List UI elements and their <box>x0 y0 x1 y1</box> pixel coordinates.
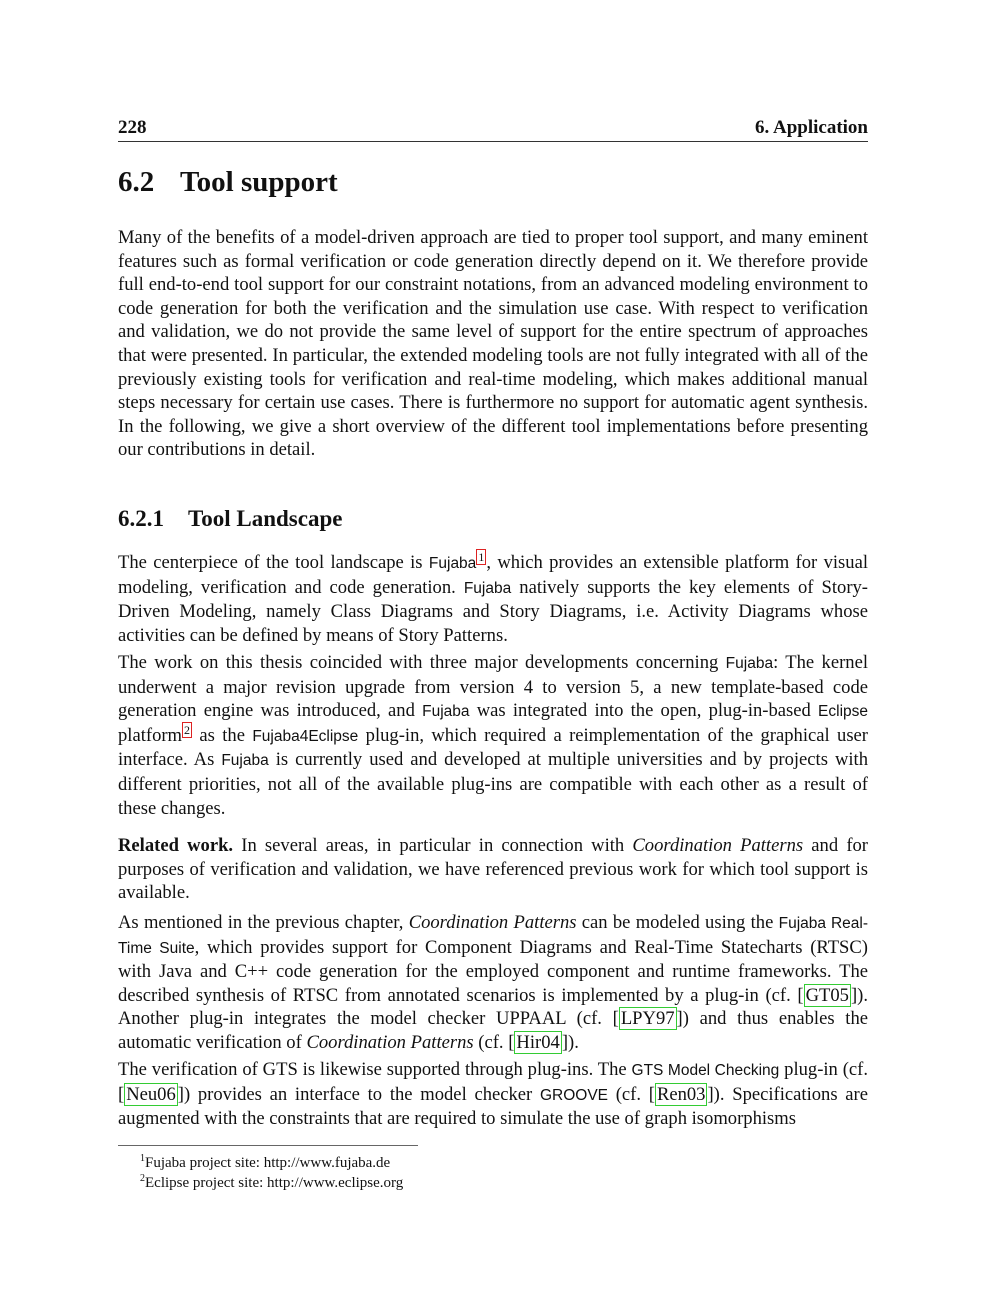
citation-ren03[interactable]: Ren03 <box>656 1083 706 1105</box>
section-number: 6.2 <box>118 166 155 198</box>
paragraph-centerpiece: The centerpiece of the tool landscape is Fujaba $^1$ , which provides an extensible platform for visual modeling, verification and code generation. Fujaba natively supports the key elements of Story-Driven Modeling, namely Class Diagrams and Story Diagrams, i.e. Activity Diagrams whose activities can be defined by means of Story Patterns. <box>118 549 869 646</box>
gts-model-checking-name: GTS Model Checking <box>631 1062 780 1079</box>
eclipse-name: Eclipse <box>818 703 869 721</box>
citation-lpy97[interactable]: LPY97 <box>620 1008 675 1030</box>
fujaba4eclipse-name: Fujaba4Eclipse <box>252 727 359 745</box>
page-number: 228 <box>118 117 147 138</box>
section-title: Tool support <box>180 166 338 198</box>
citation-hir04[interactable]: Hir04 <box>516 1031 560 1053</box>
citation-gt05[interactable]: GT05 <box>805 984 849 1006</box>
citation-neu06[interactable]: Neu06 <box>126 1083 176 1105</box>
groove-name: GROOVE <box>539 1086 609 1104</box>
paragraph-coordination-patterns: As mentioned in the previous chapter, Coordination Patterns can be modeled using the Fujaba Real-Time Suite, which provides support for Component Diagrams and Real-Time Statecharts (RTSC) with Java and C++ code generation for the employed component and runtime frameworks. The described synthesis of RTSC from annotated scenarios is implemented by a plug-in (cf. [ GT05 ]). Another plug-in integrates the model checker UPPAAL (cf. [ LPY97 ]) and thus enables the automatic verification of Coordination Patterns (cf. [ Hir04 ]). <box>118 912 868 1053</box>
subsection-number: 6.2.1 <box>118 506 164 531</box>
footnote-2: $^2$Eclipse project site: http://www.eclipse.org <box>140 1173 404 1191</box>
footnote-ref-1[interactable]: 1 <box>478 549 485 564</box>
subsection-heading <box>118 506 342 532</box>
fujaba-rts-name: Fujaba Real-Time Suite <box>118 915 868 957</box>
paragraph-related-work: Related work. In several areas, in particular in connection with Coordination Patterns and for purposes of verification and validation, we have referenced previous work for which tool support is available. <box>118 835 868 904</box>
paragraph-developments: The work on this thesis coincided with three major developments concerning Fujaba: The kernel underwent a major revision upgrade from version 4 to version 5, a new template-based code generation engine was introduced, and Fujaba was integrated into the open, plug-in-based Eclipse platform $^2$ as the Fujaba4Eclipse plug-in, which required a reimplementation of the graphical user interface. As Fujaba is currently used and developed at multiple universities and by projects with different priorities, not all of the available plug-ins are compatible with each other as a result of these changes. <box>118 652 869 819</box>
subsection-title: Tool Landscape <box>188 506 343 531</box>
footnote-1: $^1$Fujaba project site: http://www.fujaba.de <box>140 1153 391 1171</box>
section-heading <box>118 166 338 199</box>
fujaba-name: Fujaba <box>428 555 477 572</box>
chapter-title: 6. Application <box>755 117 868 138</box>
intro-paragraph: Many of the benefits of a model-driven approach are tied to proper tool support, and many eminent features such as formal verification or code generation directly depend on it. We therefore provide full end-to-end tool support for our constraint notations, from an advanced modeling environment to code generation for both the verification and the simulation use case. With respect to verification and validation, we do not provide the same level of support for the entire spectrum of approaches that were presented. In particular, the extended modeling tools are not fully integrated with all of the previously existing tools for verification and real-time modeling, which makes additional manual steps necessary for certain use cases. There is furthermore no support for automatic agent synthesis. In the following, we give a short overview of the different tool implementations before presenting our contributions in detail. <box>118 227 868 461</box>
related-work-lead: Related work. <box>118 835 234 856</box>
footnote-rule <box>118 1145 418 1146</box>
running-header <box>118 116 868 142</box>
footnote-ref-2[interactable]: 2 <box>184 722 191 737</box>
paragraph-gts-verification: The verification of GTS is likewise supported through plug-ins. The GTS Model Checking plug-in (cf. [ Neu06 ]) provides an interface to the model checker GROOVE (cf. [ Ren03 ]). Specifications are augmented with the constraints that are required to simulate the use of graph isomorphisms <box>118 1059 868 1130</box>
